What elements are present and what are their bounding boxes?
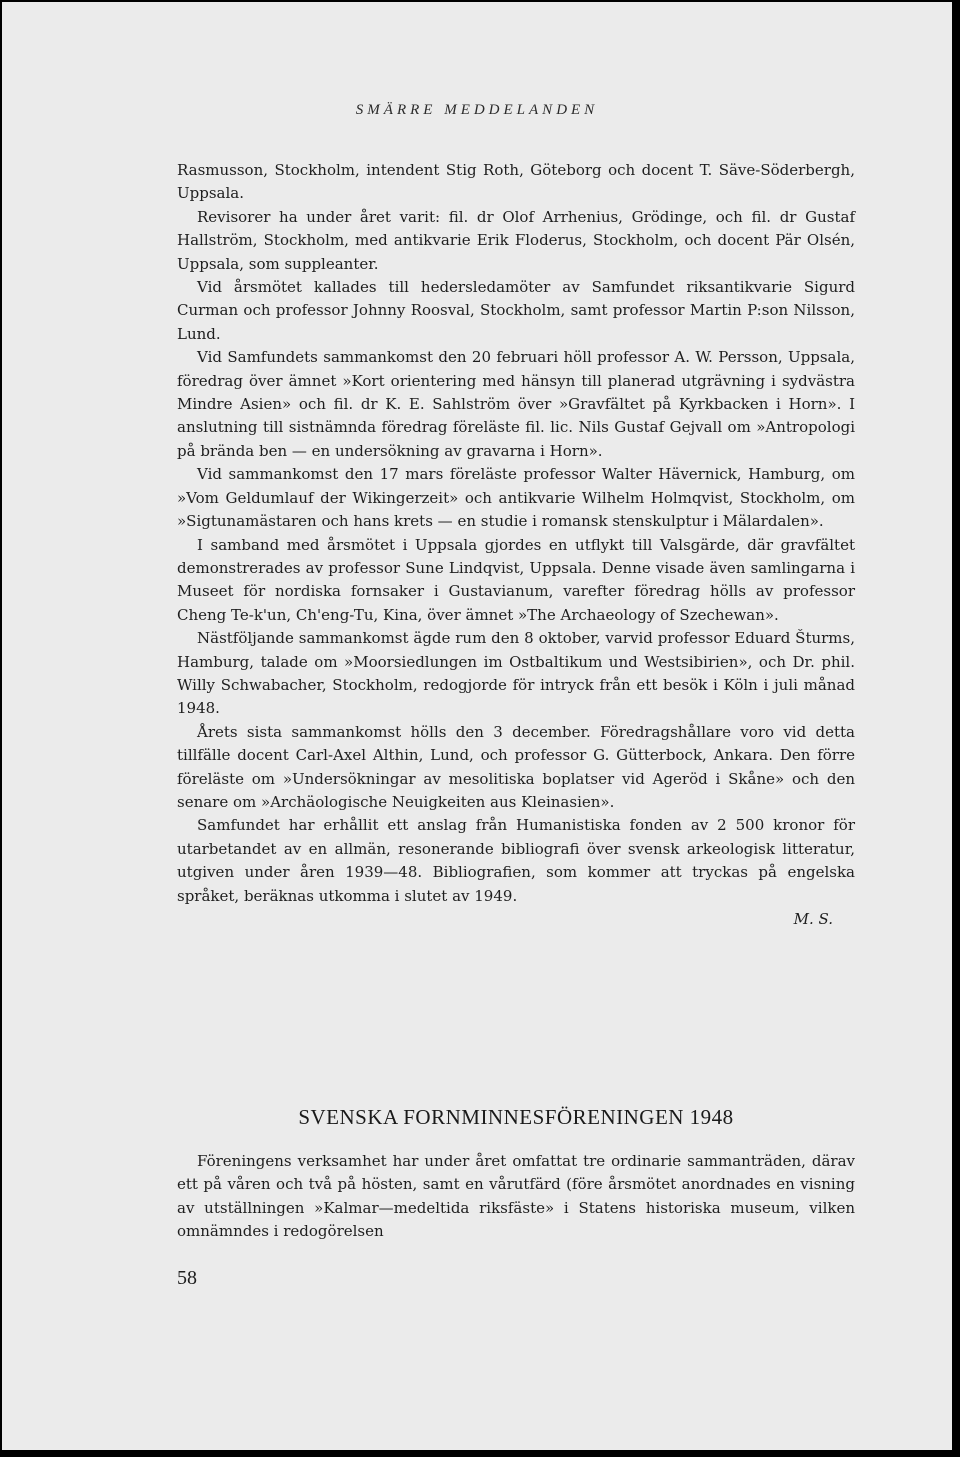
paragraph: Årets sista sammankomst hölls den 3 december. Föredragshållare voro vid detta tillfälle docent Carl-Axel Althin, Lund, och professor G. Gütterbock, Ankara. Den förre föreläste om »Undersökningar av mesolitiska boplatser vid Ageröd i Skåne» och den senare om »Archäologische Neuigkeiten aus Kleinasien».	[177, 722, 855, 811]
section-body-fornminnesforeningen	[177, 1150, 855, 1244]
section-body-samfundet	[177, 159, 855, 931]
paragraph: Vid Samfundets sammankomst den 20 februari höll professor A. W. Persson, Uppsala, föredrag över ämnet »Kort orientering med hänsyn till planerad utgrävning i sydvästra Mindre Asien» och fil. dr K. E. Sahlström över »Gravfältet på Kyrkbacken i Horn». I anslutning till sistnämnda föredrag föreläste fil. lic. Nils Gustaf Gejvall om »Antropologi på brända ben — en undersökning av gravarna i Horn».	[177, 348, 855, 460]
paragraph: Revisorer ha under året varit: fil. dr Olof Arrhenius, Grödinge, och fil. dr Gustaf Hallström, Stockholm, med antikvarie Erik Floderus, Stockholm, och docent Pär Olsén, Uppsala, som suppleanter.	[177, 207, 855, 273]
paragraph: Vid sammankomst den 17 mars föreläste professor Walter Hävernick, Hamburg, om »Vom Geldumlauf der Wikingerzeit» och antikvarie Wilhelm Holmqvist, Stockholm, om »Sigtunamästaren och hans krets — en studie i romansk stenskulptur i Mälardalen».	[177, 465, 855, 531]
section-heading: SVENSKA FORNMINNESFÖRENINGEN 1948	[298, 1105, 734, 1129]
paragraph: Rasmusson, Stockholm, intendent Stig Roth, Göteborg och docent T. Säve-Söderbergh, Uppsala.	[177, 161, 855, 203]
paragraph: Nästföljande sammankomst ägde rum den 8 oktober, varvid professor Eduard Šturms, Hamburg, talade om »Moorsiedlungen im Ostbaltikum und Westsibirien», och Dr. phil. Willy Schwabacher, Stockholm, redogjorde för intryck från ett besök i Köln i juli månad 1948.	[177, 629, 855, 718]
paragraph: Vid årsmötet kallades till hedersledamöter av Samfundet riksantikvarie Sigurd Curman och professor Johnny Roosval, Stockholm, samt professor Martin P:son Nilsson, Lund.	[177, 278, 855, 343]
paragraph: I samband med årsmötet i Uppsala gjordes en utflykt till Valsgärde, där gravfältet demonstrerades av professor Sune Lindqvist, Uppsala. Denne visade även samlingarna i Museet för nordiska fornsaker i Gustavianum, varefter föredrag hölls av professor Cheng Te-k'un, Ch'eng-Tu, Kina, över ämnet »The Archaeology of Szechewan».	[177, 535, 855, 624]
running-head: SMÄRRE MEDDELANDEN	[355, 102, 599, 118]
document-page	[2, 2, 952, 1450]
paragraph: Föreningens verksamhet har under året omfattat tre ordinarie sammanträden, därav ett på våren och två på hösten, samt en vårutfärd (före årsmötet anordnades en visning av utställningen »Kalmar—medeltida riksfäste» i Statens historiska museum, vilken omnämndes i redogörelsen	[177, 1152, 855, 1241]
paragraph: Samfundet har erhållit ett anslag från Humanistiska fonden av 2 500 kronor för utarbetandet av en allmän, resonerande bibliografi över svensk arkeologisk litteratur, utgiven under åren 1939—48. Bibliografien, som kommer att tryckas på engelska språket, beräknas utkomma i slutet av 1949.	[177, 816, 855, 905]
page-number: 58	[177, 1267, 197, 1289]
author-signature: M. S.	[793, 910, 833, 928]
